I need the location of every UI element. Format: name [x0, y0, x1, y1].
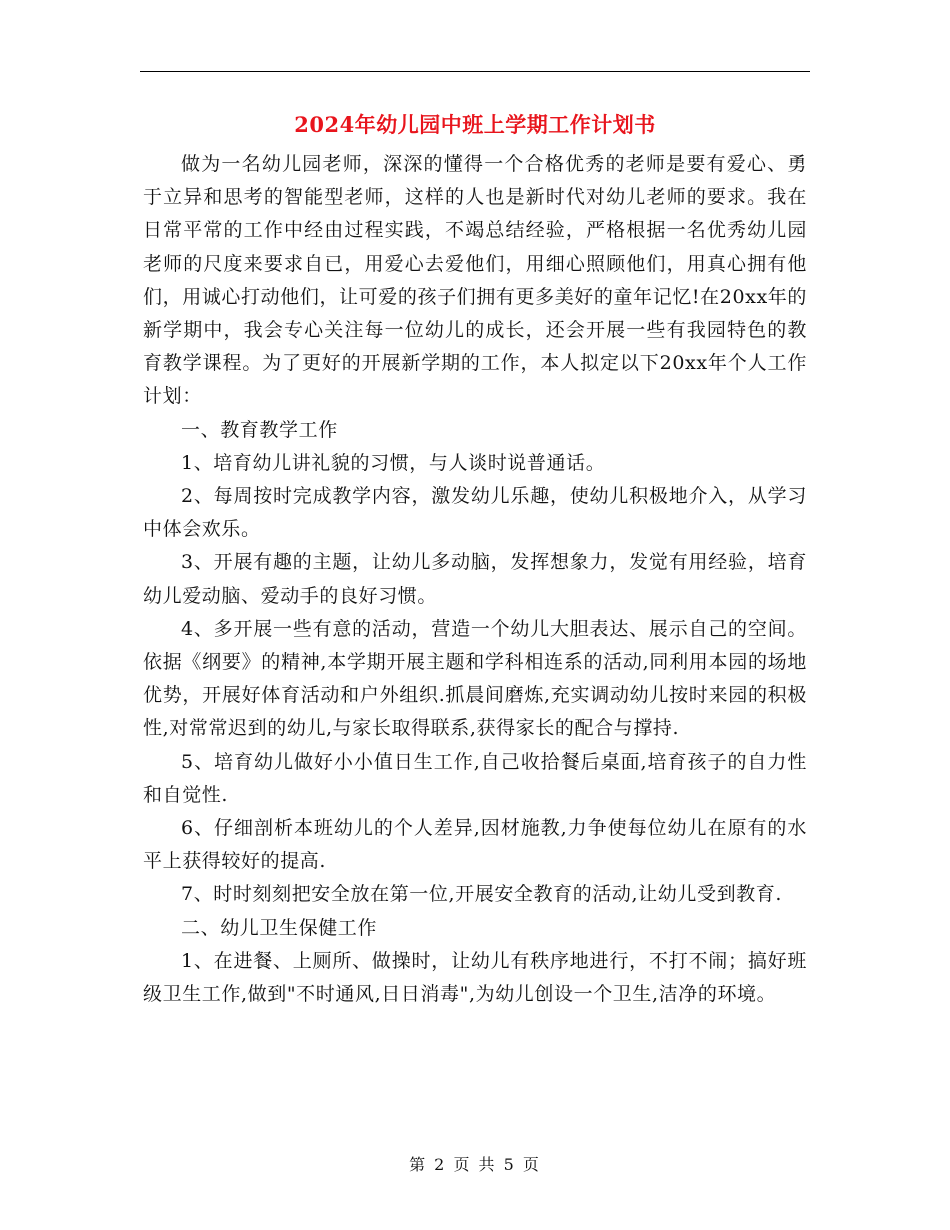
teaching-item-7: 7、时时刻刻把安全放在第一位,开展安全教育的活动,让幼儿受到教育. [181, 883, 783, 906]
teaching-item-2: 2、每周按时完成教学内容，激发幼儿乐趣，使幼儿积极地介入，从学习中体会欢乐。 [143, 485, 807, 541]
teaching-item-3: 3、开展有趣的主题，让幼儿多动脑，发挥想象力，发觉有用经验，培育幼儿爱动脑、爱动手的良好习惯。 [143, 551, 807, 607]
document-title: 2024年幼儿园中班上学期工作计划书 [294, 112, 656, 137]
header-rule [140, 71, 810, 72]
section-heading-health: 二、幼儿卫生保健工作 [181, 916, 378, 939]
teaching-item-4: 4、多开展一些有意的活动，营造一个幼儿大胆表达、展示自己的空间。依据《纲要》的精神,本学期开展主题和学科相连系的活动,同利用本园的场地优势，开展好体育活动和户外组织.抓晨间磨炼,充实调动幼儿按时来园的积极性,对常常迟到的幼儿,与家长取得联系,获得家长的配合与撑持. [143, 617, 807, 740]
teaching-item-6: 6、仔细剖析本班幼儿的个人差异,因材施教,力争使每位幼儿在原有的水平上获得较好的提高. [143, 817, 807, 873]
page-number-footer: 第 2 页 共 5 页 [409, 1155, 541, 1174]
teaching-item-5: 5、培育幼儿做好小小值日生工作,自己收拾餐后桌面,培育孩子的自力性和自觉性. [143, 750, 807, 806]
document-body [143, 148, 807, 1011]
health-item-1: 1、在进餐、上厕所、做操时，让幼儿有秩序地进行，不打不闹；搞好班级卫生工作,做到"不时通风,日日消毒",为幼儿创设一个卫生,洁净的环境。 [143, 949, 807, 1006]
intro-paragraph: 做为一名幼儿园老师，深深的懂得一个合格优秀的老师是要有爱心、勇于立异和思考的智能型老师，这样的人也是新时代对幼儿老师的要求。我在日常平常的工作中经由过程实践，不竭总结经验，严格根据一名优秀幼儿园老师的尺度来要求自已，用爱心去爱他们，用细心照顾他们，用真心拥有他们，用诚心打动他们，让可爱的孩子们拥有更多美好的童年记忆!在20xx年的新学期中，我会专心关注每一位幼儿的成长，还会开展一些有我园特色的教育教学课程。为了更好的开展新学期的工作，本人拟定以下20xx年个人工作计划： [143, 153, 807, 408]
teaching-item-1: 1、培育幼儿讲礼貌的习惯，与人谈时说普通话。 [181, 451, 606, 474]
section-heading-teaching: 一、教育教学工作 [181, 418, 338, 441]
